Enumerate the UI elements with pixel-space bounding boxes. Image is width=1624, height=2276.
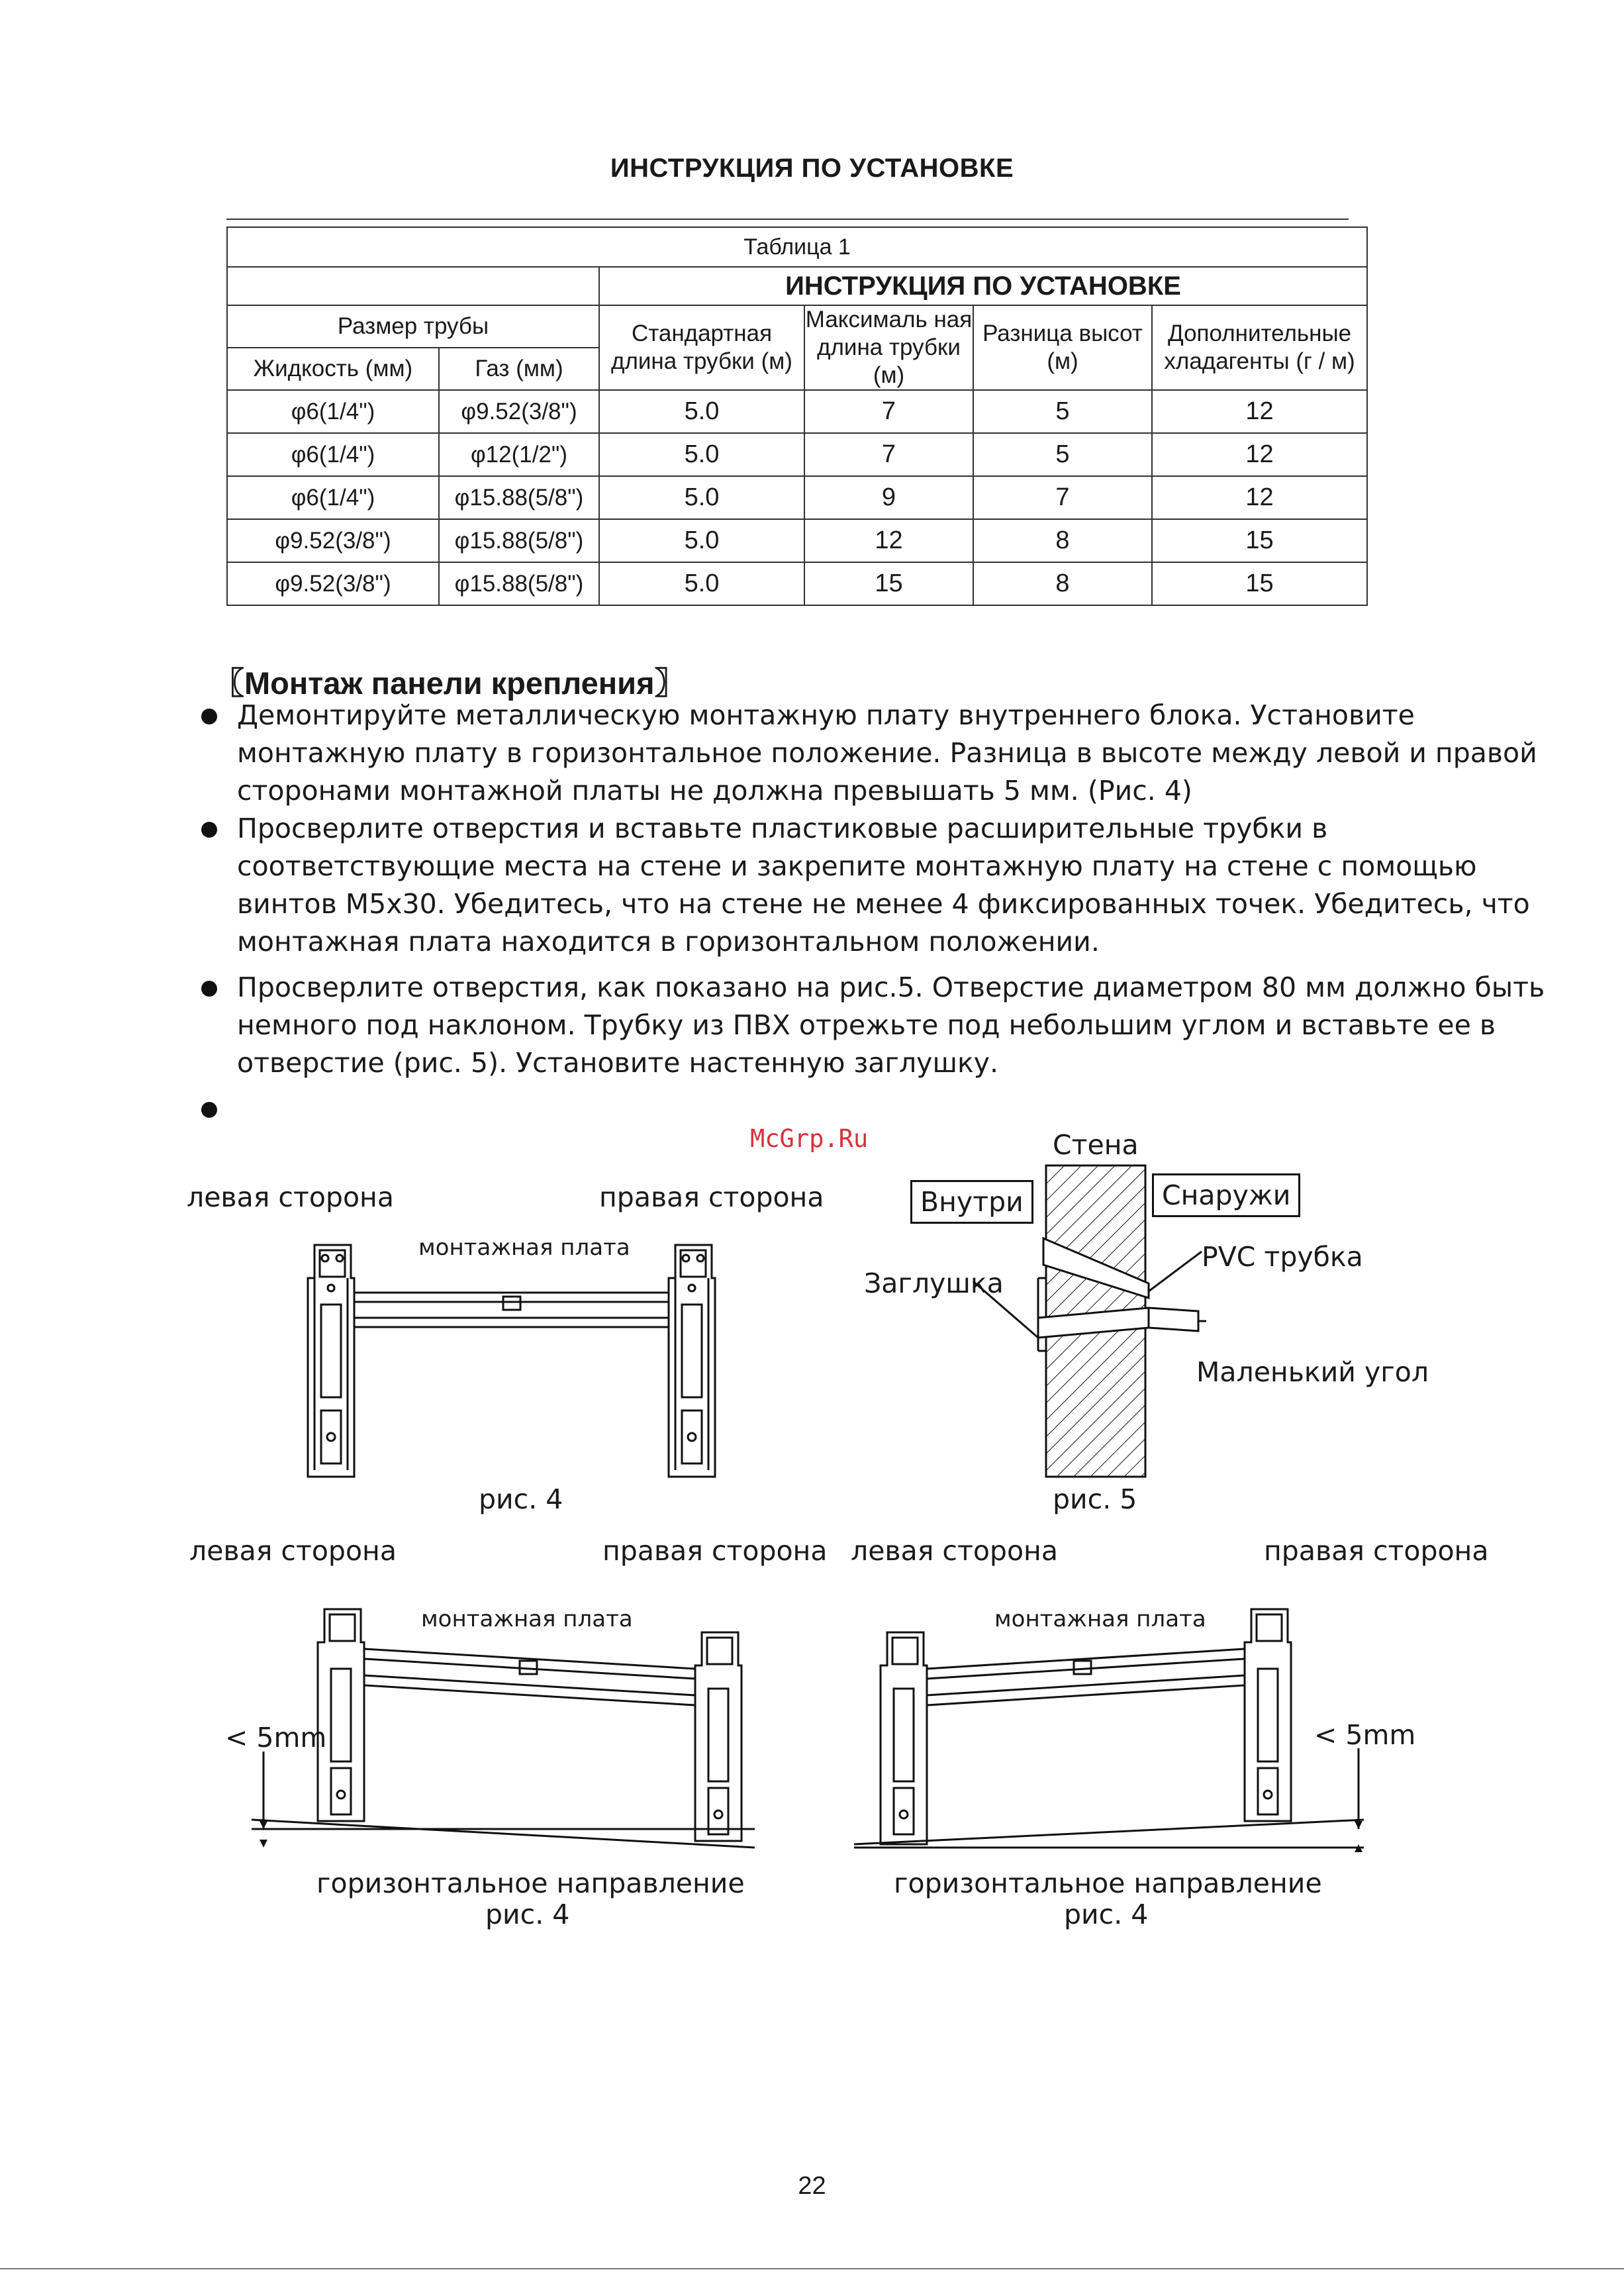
cell-max-length: 7	[804, 433, 973, 476]
fig4c-plate-label: монтажная плата	[994, 1606, 1206, 1632]
cell-std-length: 5.0	[599, 562, 804, 605]
table-title: ИНСТРУКЦИЯ ПО УСТАНОВКЕ	[599, 267, 1367, 305]
fig5-wall-label: Стена	[1053, 1129, 1139, 1161]
fig4-left-label: левая сторона	[187, 1181, 394, 1213]
cell-std-length: 5.0	[599, 476, 804, 519]
fig4b-caption: рис. 4	[485, 1899, 570, 1930]
gas-header: Газ (мм)	[439, 348, 599, 390]
fig4-right-label: правая сторона	[599, 1181, 824, 1213]
table-blank	[227, 267, 599, 305]
fig4c-tolerance-label: < 5mm	[1314, 1719, 1416, 1751]
page-title: ИНСТРУКЦИЯ ПО УСТАНОВКЕ	[610, 154, 1014, 183]
list-item	[199, 697, 1576, 810]
cell-std-length: 5.0	[599, 433, 804, 476]
list-item	[199, 1090, 1576, 1128]
bullet-text: Просверлите отверстия и вставьте пластиковые расширительные трубки в соответствующие места на стене и закрепите монтажную плату на стене с помощью винтов M5x30. Убедитесь, что на стене не менее 4 фиксированных точек. Убедитесь, что монтажная плата находится в горизонтальном положении.	[237, 813, 1530, 958]
cell-max-length: 12	[804, 519, 973, 562]
fig4b-level-diagram	[252, 1596, 755, 1854]
footer-rule	[0, 2268, 1624, 2269]
cell-max-length: 9	[804, 476, 973, 519]
bullet-list	[199, 697, 1576, 1128]
cell-gas: φ15.88(5/8")	[439, 562, 599, 605]
watermark: McGrp.Ru	[750, 1124, 869, 1153]
fig4-mounting-plate-diagram	[301, 1238, 758, 1477]
fig4c-direction-label: горизонтальное направление	[894, 1867, 1322, 1899]
fig4c-left-label: левая сторона	[851, 1535, 1058, 1567]
fig4-plate-label: монтажная плата	[418, 1234, 630, 1261]
pipe-size-header: Размер трубы	[227, 305, 599, 348]
cell-height-diff: 5	[973, 390, 1152, 433]
fig5-wall-section-diagram	[980, 1165, 1218, 1477]
fig5-plug-label: Заглушка	[864, 1267, 1004, 1299]
fig5-outside-label: Снаружи	[1152, 1173, 1300, 1217]
extra-refrigerant-header: Дополнительные хладагенты (г / м)	[1152, 305, 1367, 390]
fig5-inside-label: Внутри	[910, 1180, 1033, 1224]
table-row	[227, 519, 1367, 562]
bullet-text: Просверлите отверстия, как показано на рис.5. Отверстие диаметром 80 мм должно быть немного под наклоном. Трубку из ПВХ отрежьте под небольшим углом и вставьте ее в отверстие (рис. 5). Установите настенную заглушку.	[237, 971, 1545, 1079]
cell-gas: φ9.52(3/8")	[439, 390, 599, 433]
bullet-icon	[201, 709, 217, 724]
table-row	[227, 390, 1367, 433]
fig4b-right-label: правая сторона	[602, 1535, 828, 1567]
std-length-header: Стандартная длина трубки (м)	[599, 305, 804, 390]
cell-height-diff: 7	[973, 476, 1152, 519]
height-diff-header: Разница высот (м)	[973, 305, 1152, 390]
list-item	[199, 969, 1576, 1082]
cell-liquid: φ6(1/4")	[227, 476, 439, 519]
table-row	[227, 476, 1367, 519]
fig5-angle-label: Маленький угол	[1196, 1356, 1429, 1388]
bullet-icon	[201, 981, 217, 997]
cell-gas: φ15.88(5/8")	[439, 519, 599, 562]
fig5-pvc-label: PVC трубка	[1202, 1241, 1363, 1273]
cell-extra-ref: 12	[1152, 476, 1367, 519]
bullet-icon	[201, 822, 217, 838]
fig4b-tolerance-label: < 5mm	[225, 1722, 327, 1754]
fig4c-level-diagram	[854, 1596, 1364, 1854]
fig4c-caption: рис. 4	[1064, 1899, 1149, 1930]
cell-liquid: φ6(1/4")	[227, 390, 439, 433]
cell-extra-ref: 15	[1152, 519, 1367, 562]
cell-extra-ref: 15	[1152, 562, 1367, 605]
table-row	[227, 433, 1367, 476]
table-row	[227, 562, 1367, 605]
page-number: 22	[798, 2172, 826, 2200]
cell-height-diff: 8	[973, 519, 1152, 562]
cell-liquid: φ9.52(3/8")	[227, 562, 439, 605]
cell-max-length: 7	[804, 390, 973, 433]
cell-max-length: 15	[804, 562, 973, 605]
pipe-spec-table	[226, 226, 1368, 606]
section-title: 〖Монтаж панели крепления〗	[213, 666, 686, 701]
bullet-text: Демонтируйте металлическую монтажную плату внутреннего блока. Установите монтажную плату в горизонтальное положение. Разница в высоте между левой и правой сторонами монтажной платы не должна превышать 5 мм. (Рис. 4)	[237, 699, 1537, 807]
cell-liquid: φ9.52(3/8")	[227, 519, 439, 562]
fig4c-right-label: правая сторона	[1264, 1535, 1489, 1567]
fig4b-plate-label: монтажная плата	[421, 1606, 633, 1632]
table-caption: Таблица 1	[227, 227, 1367, 267]
liquid-header: Жидкость (мм)	[227, 348, 439, 390]
cell-gas: φ15.88(5/8")	[439, 476, 599, 519]
cell-std-length: 5.0	[599, 390, 804, 433]
fig4b-direction-label: горизонтальное направление	[316, 1867, 745, 1899]
fig4b-left-label: левая сторона	[189, 1535, 397, 1567]
cell-height-diff: 8	[973, 562, 1152, 605]
cell-std-length: 5.0	[599, 519, 804, 562]
cell-gas: φ12(1/2")	[439, 433, 599, 476]
bullet-icon	[201, 1102, 217, 1118]
fig4-caption: рис. 4	[479, 1483, 563, 1515]
fig5-caption: рис. 5	[1053, 1483, 1137, 1515]
cell-extra-ref: 12	[1152, 433, 1367, 476]
cell-extra-ref: 12	[1152, 390, 1367, 433]
max-length-header: Максималь ная длина трубки (м)	[804, 305, 973, 390]
header-rule	[226, 219, 1349, 220]
cell-liquid: φ6(1/4")	[227, 433, 439, 476]
cell-height-diff: 5	[973, 433, 1152, 476]
list-item	[199, 810, 1576, 961]
